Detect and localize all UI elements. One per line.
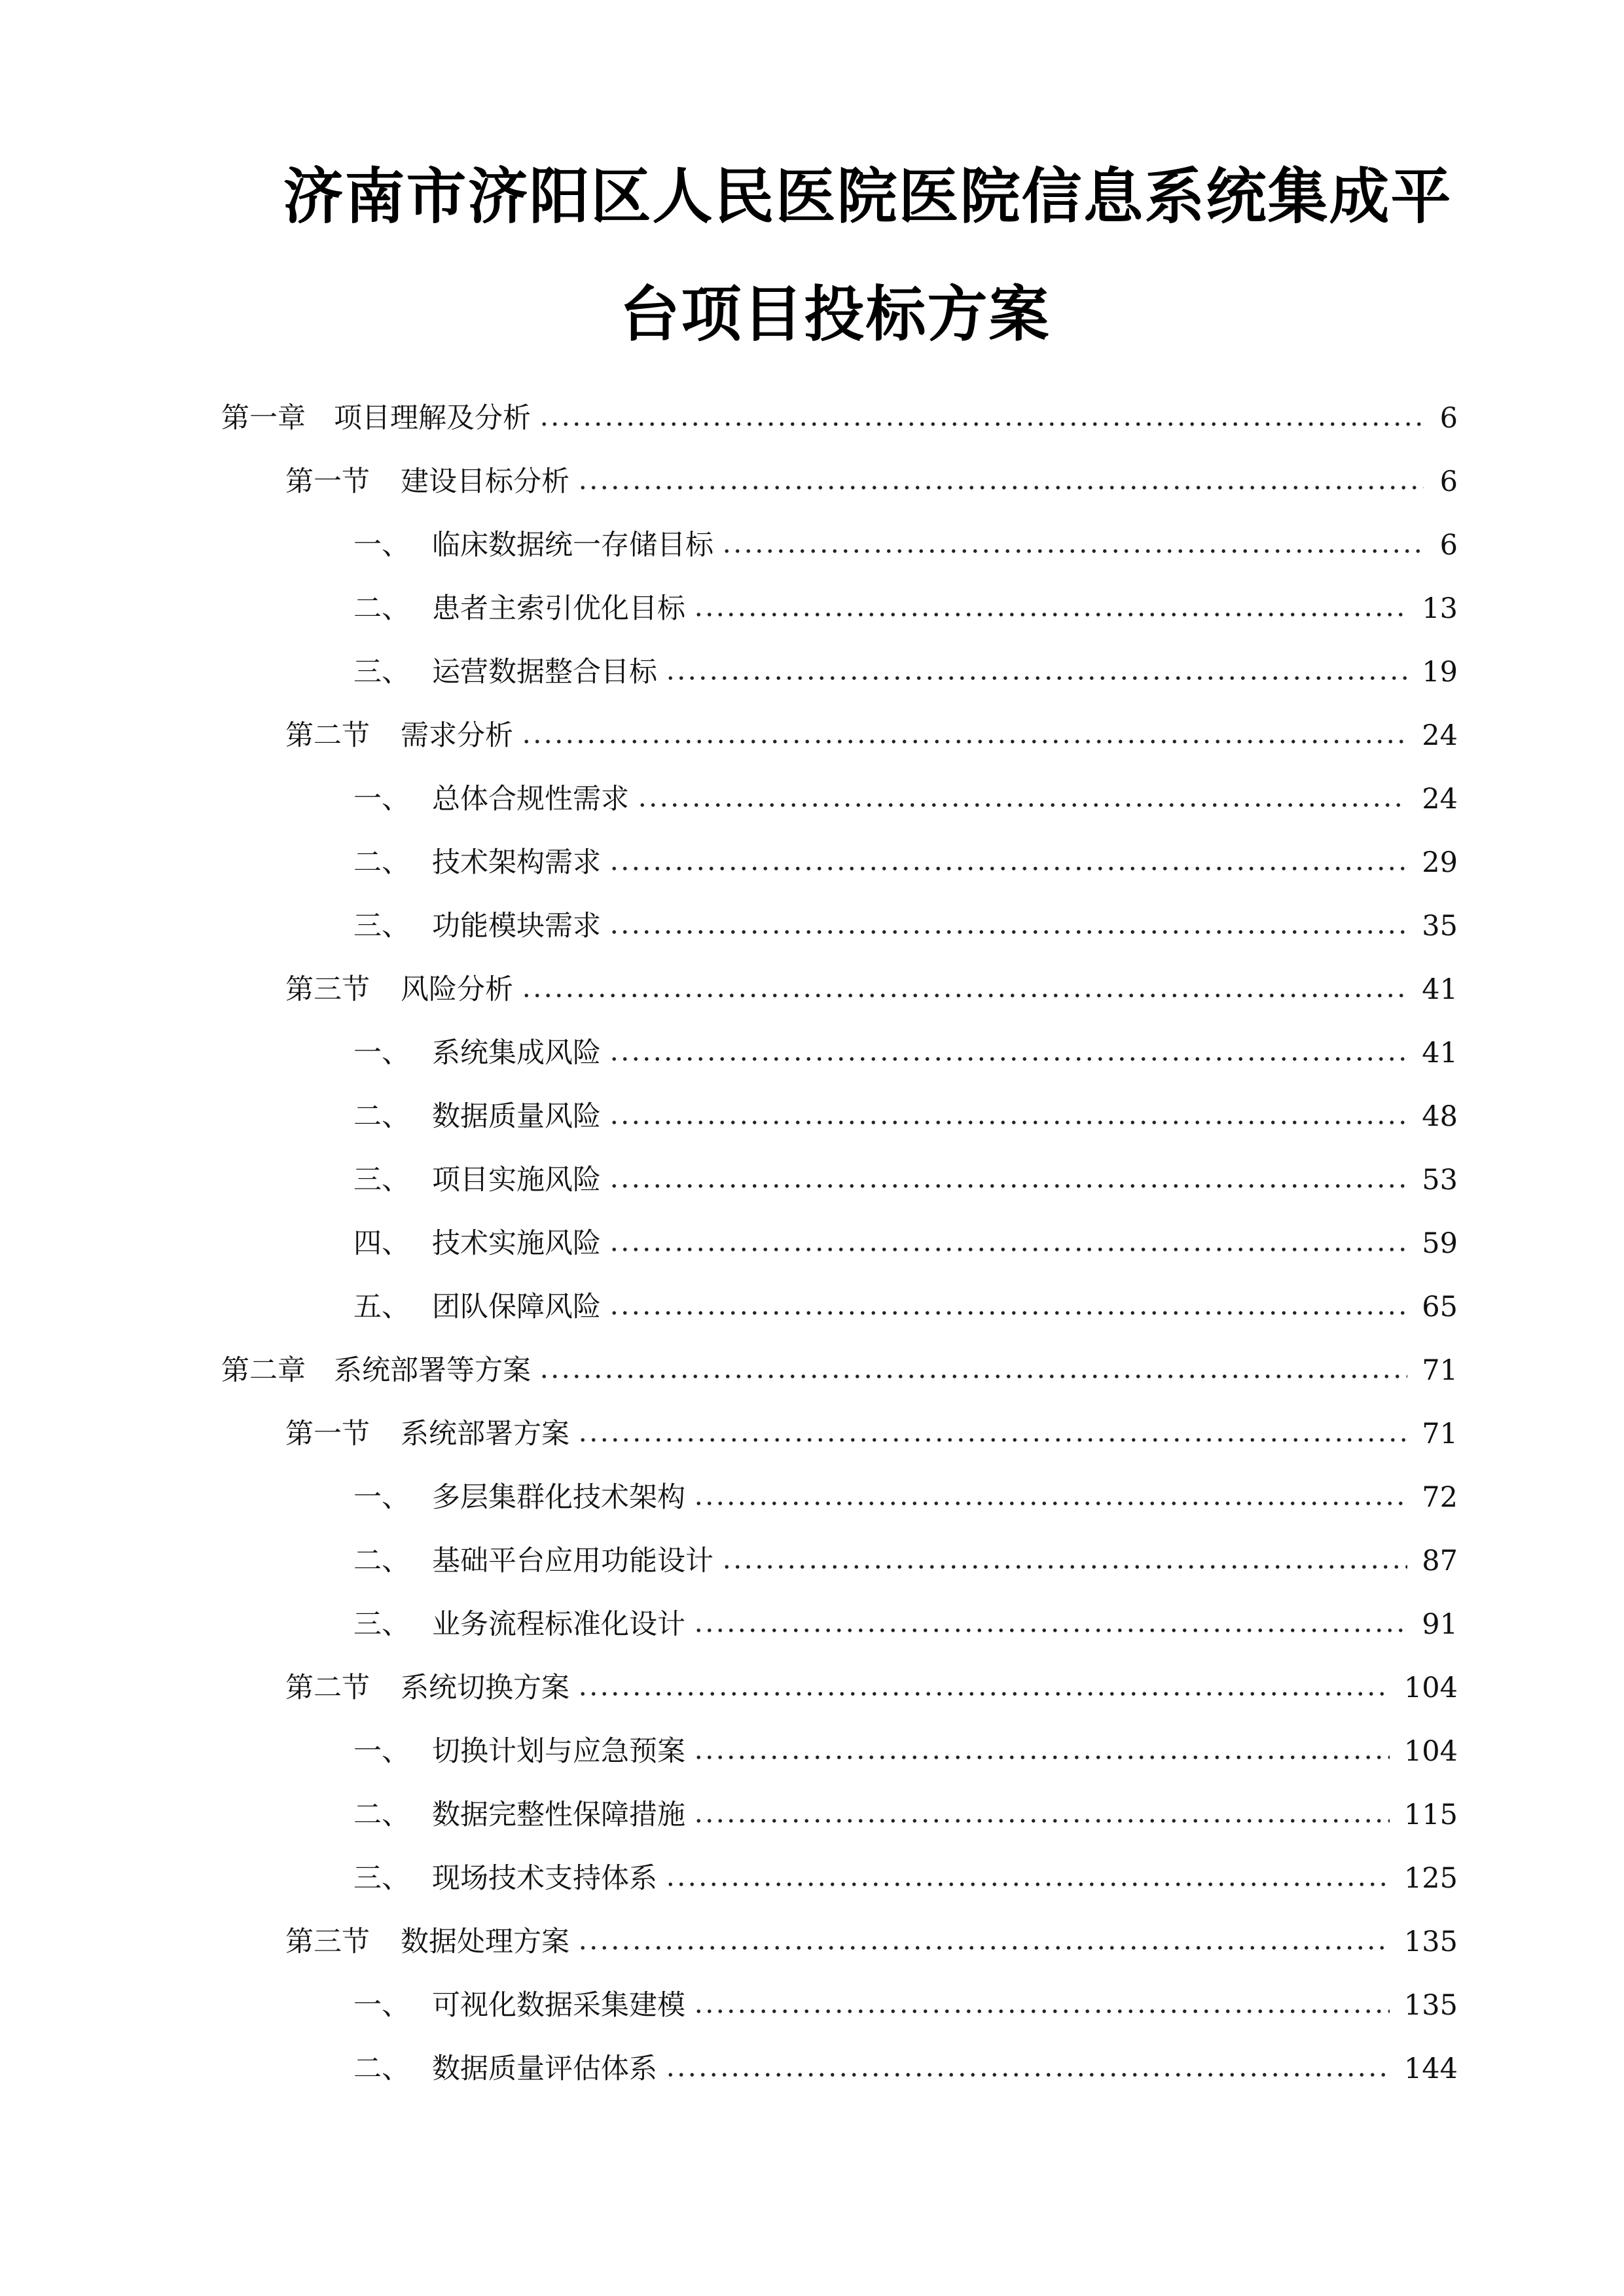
- toc-entry-page-number: 125: [1403, 1861, 1458, 1895]
- toc-entry-number: 第一章: [221, 401, 306, 435]
- toc-entry-number: 五、: [353, 1290, 410, 1323]
- toc-entry-page-number: 104: [1403, 1671, 1458, 1704]
- toc-entry-page-number: 35: [1422, 909, 1458, 942]
- toc-entry[interactable]: [0, 704, 1624, 767]
- toc-entry-page-number: 19: [1422, 655, 1458, 689]
- toc-entry[interactable]: [0, 1085, 1624, 1148]
- toc-entry-number: 三、: [353, 909, 410, 942]
- toc-entry-number: 第二章: [221, 1354, 306, 1387]
- toc-entry-number: 二、: [353, 1100, 410, 1133]
- document-title-line-2: 台项目投标方案: [619, 279, 1051, 350]
- toc-entry-number: 一、: [353, 782, 410, 816]
- toc-entry-title: 项目实施风险: [432, 1163, 601, 1196]
- toc-entry-number: 三、: [353, 1607, 410, 1641]
- toc-dot-leader: [577, 1944, 1390, 1952]
- toc-entry-page-number: 72: [1422, 1480, 1458, 1514]
- toc-entry-number: 三、: [353, 1861, 410, 1895]
- toc-entry-page-number: 115: [1403, 1798, 1458, 1831]
- toc-entry-title: 临床数据统一存储目标: [432, 528, 713, 562]
- toc-entry-title: 系统部署等方案: [334, 1354, 531, 1387]
- toc-entry-title: 基础平台应用功能设计: [432, 1544, 713, 1577]
- toc-entry[interactable]: [0, 1973, 1624, 2037]
- toc-entry-number: 第一节: [285, 1417, 370, 1450]
- toc-entry-title: 数据完整性保障措施: [432, 1798, 685, 1831]
- toc-entry-number: 二、: [353, 846, 410, 879]
- toc-dot-leader: [693, 1753, 1390, 1761]
- toc-dot-leader: [609, 1119, 1407, 1126]
- toc-entry[interactable]: [0, 1275, 1624, 1338]
- toc-dot-leader: [609, 1055, 1407, 1063]
- toc-entry-number: 第三节: [285, 973, 370, 1006]
- toc-entry-number: 一、: [353, 528, 410, 562]
- toc-entry-title: 现场技术支持体系: [432, 1861, 657, 1895]
- toc-dot-leader: [637, 801, 1407, 809]
- toc-dot-leader: [577, 1436, 1407, 1444]
- toc-entry[interactable]: [0, 386, 1624, 450]
- toc-entry-number: 二、: [353, 1798, 410, 1831]
- toc-entry-title: 项目理解及分析: [334, 401, 531, 435]
- toc-entry-title: 团队保障风险: [432, 1290, 601, 1323]
- toc-entry-number: 二、: [353, 592, 410, 625]
- toc-entry-page-number: 13: [1422, 592, 1458, 625]
- toc-entry-number: 第二节: [285, 719, 370, 752]
- toc-entry-number: 二、: [353, 2052, 410, 2085]
- toc-dot-leader: [693, 1499, 1407, 1507]
- toc-entry-number: 一、: [353, 1036, 410, 1069]
- toc-dot-leader: [539, 420, 1424, 428]
- toc-entry-number: 第一节: [285, 465, 370, 498]
- toc-dot-leader: [693, 1817, 1390, 1825]
- toc-entry[interactable]: [0, 894, 1624, 958]
- toc-dot-leader: [665, 2071, 1390, 2079]
- toc-entry-page-number: 41: [1422, 973, 1458, 1006]
- toc-entry[interactable]: [0, 513, 1624, 577]
- toc-entry-page-number: 144: [1403, 2052, 1458, 2085]
- toc-dot-leader: [521, 992, 1407, 999]
- toc-entry[interactable]: [0, 1783, 1624, 1846]
- toc-entry-number: 一、: [353, 1988, 410, 2022]
- toc-entry-page-number: 6: [1439, 528, 1458, 562]
- toc-entry-page-number: 41: [1422, 1036, 1458, 1069]
- toc-entry[interactable]: [0, 1910, 1624, 1973]
- toc-dot-leader: [665, 1880, 1390, 1888]
- toc-entry-page-number: 53: [1422, 1163, 1458, 1196]
- toc-entry-title: 技术实施风险: [432, 1227, 601, 1260]
- toc-entry-title: 数据质量评估体系: [432, 2052, 657, 2085]
- toc-entry-number: 四、: [353, 1227, 410, 1260]
- toc-entry-page-number: 71: [1422, 1354, 1458, 1387]
- toc-dot-leader: [609, 1309, 1407, 1317]
- toc-entry-page-number: 104: [1403, 1734, 1458, 1768]
- toc-entry-number: 一、: [353, 1734, 410, 1768]
- toc-entry-title: 数据处理方案: [401, 1925, 569, 1958]
- toc-entry[interactable]: [0, 2037, 1624, 2100]
- toc-entry[interactable]: [0, 640, 1624, 704]
- toc-entry-page-number: 87: [1422, 1544, 1458, 1577]
- toc-entry-title: 系统部署方案: [401, 1417, 569, 1450]
- toc-entry-title: 系统切换方案: [401, 1671, 569, 1704]
- toc-entry[interactable]: [0, 1656, 1624, 1719]
- toc-entry-number: 三、: [353, 1163, 410, 1196]
- toc-entry-title: 患者主索引优化目标: [432, 592, 685, 625]
- toc-entry-number: 第二节: [285, 1671, 370, 1704]
- toc-entry-title: 系统集成风险: [432, 1036, 601, 1069]
- toc-entry-title: 功能模块需求: [432, 909, 601, 942]
- toc-entry-title: 多层集群化技术架构: [432, 1480, 685, 1514]
- toc-entry-number: 第三节: [285, 1925, 370, 1958]
- toc-entry-title: 技术架构需求: [432, 846, 601, 879]
- toc-entry[interactable]: [0, 1529, 1624, 1592]
- toc-entry[interactable]: [0, 831, 1624, 894]
- toc-entry-title: 切换计划与应急预案: [432, 1734, 685, 1768]
- toc-entry[interactable]: [0, 1846, 1624, 1910]
- toc-dot-leader: [577, 1690, 1390, 1698]
- toc-entry-page-number: 135: [1403, 1988, 1458, 2022]
- toc-dot-leader: [521, 738, 1407, 745]
- toc-entry-page-number: 65: [1422, 1290, 1458, 1323]
- toc-entry-title: 风险分析: [401, 973, 513, 1006]
- toc-entry[interactable]: [0, 1148, 1624, 1211]
- toc-entry[interactable]: [0, 1465, 1624, 1529]
- toc-entry-title: 需求分析: [401, 719, 513, 752]
- toc-dot-leader: [539, 1372, 1407, 1380]
- toc-dot-leader: [721, 547, 1424, 555]
- toc-entry-title: 运营数据整合目标: [432, 655, 657, 689]
- toc-entry-title: 可视化数据采集建模: [432, 1988, 685, 2022]
- toc-entry-number: 三、: [353, 655, 410, 689]
- toc-entry-page-number: 135: [1403, 1925, 1458, 1958]
- toc-entry-page-number: 91: [1422, 1607, 1458, 1641]
- table-of-contents: [0, 386, 1624, 2100]
- toc-entry[interactable]: [0, 1021, 1624, 1085]
- toc-entry[interactable]: [0, 1719, 1624, 1783]
- toc-dot-leader: [693, 1626, 1407, 1634]
- toc-dot-leader: [577, 484, 1424, 492]
- toc-dot-leader: [693, 611, 1407, 619]
- toc-entry-number: 二、: [353, 1544, 410, 1577]
- toc-entry-page-number: 29: [1422, 846, 1458, 879]
- toc-entry-page-number: 59: [1422, 1227, 1458, 1260]
- toc-entry[interactable]: [0, 450, 1624, 513]
- toc-entry-page-number: 24: [1422, 719, 1458, 752]
- toc-dot-leader: [693, 2007, 1390, 2015]
- toc-entry[interactable]: [0, 1211, 1624, 1275]
- toc-dot-leader: [609, 1182, 1407, 1190]
- toc-entry-title: 总体合规性需求: [432, 782, 629, 816]
- toc-entry-page-number: 24: [1422, 782, 1458, 816]
- toc-dot-leader: [609, 928, 1407, 936]
- toc-entry[interactable]: [0, 1592, 1624, 1656]
- toc-dot-leader: [665, 674, 1407, 682]
- toc-entry-page-number: 6: [1439, 465, 1458, 498]
- toc-entry-title: 数据质量风险: [432, 1100, 601, 1133]
- toc-entry[interactable]: [0, 767, 1624, 831]
- toc-dot-leader: [609, 865, 1407, 872]
- toc-entry-page-number: 71: [1422, 1417, 1458, 1450]
- toc-entry[interactable]: [0, 958, 1624, 1021]
- toc-dot-leader: [721, 1563, 1407, 1571]
- toc-dot-leader: [609, 1246, 1407, 1253]
- toc-entry-page-number: 48: [1422, 1100, 1458, 1133]
- toc-entry[interactable]: [0, 1338, 1624, 1402]
- toc-entry[interactable]: [0, 1402, 1624, 1465]
- toc-entry-title: 业务流程标准化设计: [432, 1607, 685, 1641]
- toc-entry-number: 一、: [353, 1480, 410, 1514]
- toc-entry[interactable]: [0, 577, 1624, 640]
- document-title-line-1: 济南市济阳区人民医院医院信息系统集成平: [283, 161, 1453, 232]
- toc-entry-page-number: 6: [1439, 401, 1458, 435]
- toc-entry-title: 建设目标分析: [401, 465, 569, 498]
